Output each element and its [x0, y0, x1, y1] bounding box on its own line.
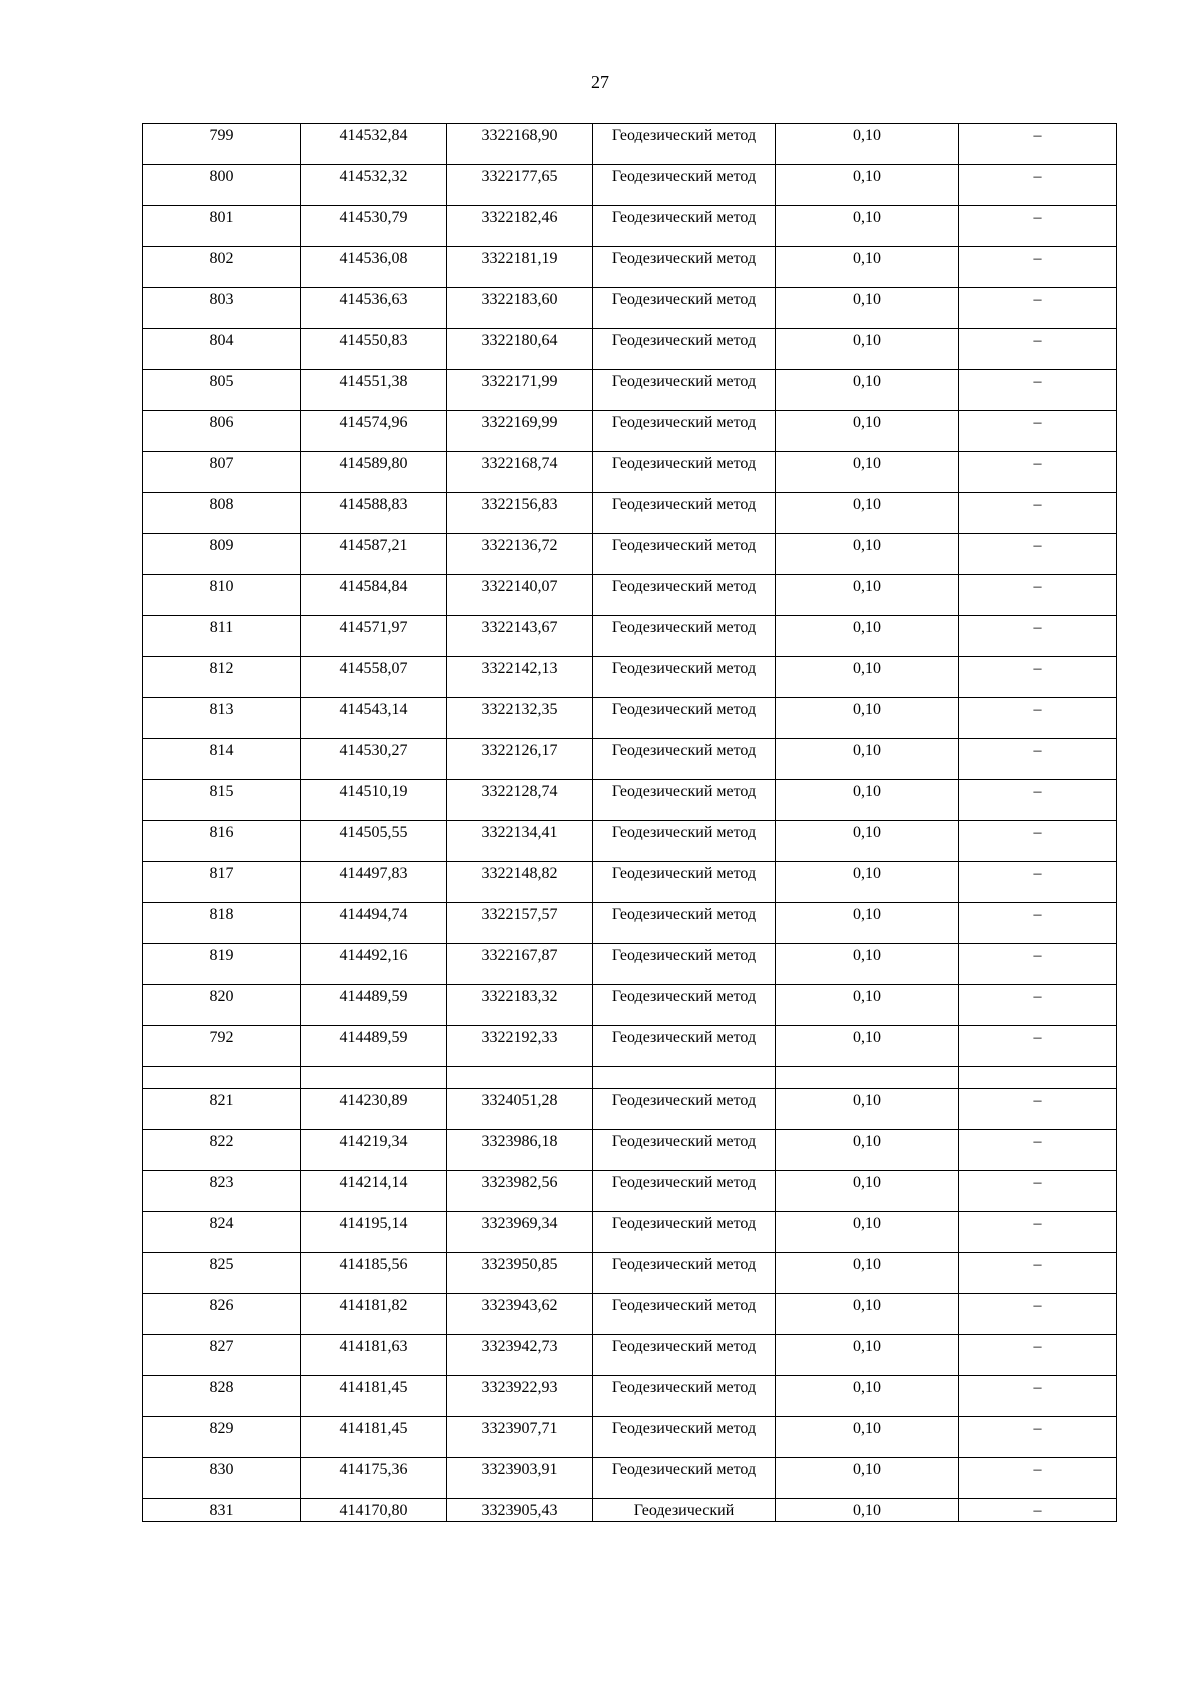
accuracy-cell: 0,10 — [776, 616, 959, 657]
y-coordinate-cell: 3323942,73 — [447, 1335, 593, 1376]
x-coordinate-cell: 414492,16 — [301, 944, 447, 985]
table-row — [143, 165, 1117, 206]
table-row — [143, 1171, 1117, 1212]
method-cell: Геодезический — [593, 1499, 776, 1522]
accuracy-cell: 0,10 — [776, 206, 959, 247]
method-cell: Геодезический метод — [593, 1417, 776, 1458]
table-row — [143, 370, 1117, 411]
table-row — [143, 1335, 1117, 1376]
method-cell: Геодезический метод — [593, 1458, 776, 1499]
accuracy-cell: 0,10 — [776, 985, 959, 1026]
point-number-cell — [143, 1067, 301, 1089]
description-cell: – — [959, 985, 1117, 1026]
accuracy-cell: 0,10 — [776, 329, 959, 370]
description-cell: – — [959, 698, 1117, 739]
x-coordinate-cell: 414543,14 — [301, 698, 447, 739]
point-number-cell: 824 — [143, 1212, 301, 1253]
y-coordinate-cell: 3324051,28 — [447, 1089, 593, 1130]
point-number-cell: 810 — [143, 575, 301, 616]
table-row — [143, 1294, 1117, 1335]
y-coordinate-cell: 3323986,18 — [447, 1130, 593, 1171]
description-cell: – — [959, 370, 1117, 411]
method-cell: Геодезический метод — [593, 534, 776, 575]
method-cell: Геодезический метод — [593, 124, 776, 165]
point-number-cell: 817 — [143, 862, 301, 903]
table-row — [143, 821, 1117, 862]
x-coordinate-cell: 414584,84 — [301, 575, 447, 616]
method-cell: Геодезический метод — [593, 821, 776, 862]
y-coordinate-cell: 3322167,87 — [447, 944, 593, 985]
point-number-cell: 808 — [143, 493, 301, 534]
accuracy-cell: 0,10 — [776, 493, 959, 534]
description-cell: – — [959, 862, 1117, 903]
x-coordinate-cell: 414497,83 — [301, 862, 447, 903]
x-coordinate-cell: 414181,45 — [301, 1376, 447, 1417]
x-coordinate-cell — [301, 1067, 447, 1089]
accuracy-cell: 0,10 — [776, 411, 959, 452]
description-cell: – — [959, 206, 1117, 247]
table-row — [143, 1130, 1117, 1171]
accuracy-cell: 0,10 — [776, 534, 959, 575]
point-number-cell: 815 — [143, 780, 301, 821]
description-cell: – — [959, 493, 1117, 534]
point-number-cell: 807 — [143, 452, 301, 493]
table-row — [143, 247, 1117, 288]
coordinates-table — [142, 123, 1117, 1522]
accuracy-cell: 0,10 — [776, 821, 959, 862]
accuracy-cell: 0,10 — [776, 739, 959, 780]
y-coordinate-cell: 3322136,72 — [447, 534, 593, 575]
point-number-cell: 828 — [143, 1376, 301, 1417]
y-coordinate-cell: 3322168,74 — [447, 452, 593, 493]
table-row — [143, 329, 1117, 370]
method-cell: Геодезический метод — [593, 1335, 776, 1376]
description-cell: – — [959, 1458, 1117, 1499]
accuracy-cell: 0,10 — [776, 1335, 959, 1376]
point-number-cell: 812 — [143, 657, 301, 698]
description-cell: – — [959, 329, 1117, 370]
accuracy-cell: 0,10 — [776, 1458, 959, 1499]
table-row — [143, 698, 1117, 739]
x-coordinate-cell: 414587,21 — [301, 534, 447, 575]
x-coordinate-cell: 414214,14 — [301, 1171, 447, 1212]
accuracy-cell: 0,10 — [776, 247, 959, 288]
point-number-cell: 820 — [143, 985, 301, 1026]
x-coordinate-cell: 414181,82 — [301, 1294, 447, 1335]
x-coordinate-cell: 414589,80 — [301, 452, 447, 493]
method-cell: Геодезический метод — [593, 1089, 776, 1130]
accuracy-cell — [776, 1067, 959, 1089]
description-cell: – — [959, 1294, 1117, 1335]
x-coordinate-cell: 414175,36 — [301, 1458, 447, 1499]
point-number-cell: 816 — [143, 821, 301, 862]
y-coordinate-cell: 3322171,99 — [447, 370, 593, 411]
description-cell: – — [959, 1253, 1117, 1294]
method-cell: Геодезический метод — [593, 780, 776, 821]
accuracy-cell: 0,10 — [776, 1130, 959, 1171]
description-cell: – — [959, 247, 1117, 288]
y-coordinate-cell: 3322177,65 — [447, 165, 593, 206]
point-number-cell: 822 — [143, 1130, 301, 1171]
point-number-cell: 792 — [143, 1026, 301, 1067]
point-number-cell: 809 — [143, 534, 301, 575]
description-cell: – — [959, 1026, 1117, 1067]
description-cell: – — [959, 1335, 1117, 1376]
accuracy-cell: 0,10 — [776, 657, 959, 698]
description-cell: – — [959, 411, 1117, 452]
description-cell: – — [959, 1417, 1117, 1458]
description-cell: – — [959, 1212, 1117, 1253]
x-coordinate-cell: 414219,34 — [301, 1130, 447, 1171]
method-cell: Геодезический метод — [593, 985, 776, 1026]
x-coordinate-cell: 414530,27 — [301, 739, 447, 780]
table-row — [143, 862, 1117, 903]
accuracy-cell: 0,10 — [776, 1089, 959, 1130]
description-cell: – — [959, 165, 1117, 206]
x-coordinate-cell: 414185,56 — [301, 1253, 447, 1294]
accuracy-cell: 0,10 — [776, 903, 959, 944]
point-number-cell: 819 — [143, 944, 301, 985]
x-coordinate-cell: 414489,59 — [301, 1026, 447, 1067]
method-cell: Геодезический метод — [593, 1130, 776, 1171]
x-coordinate-cell: 414181,63 — [301, 1335, 447, 1376]
method-cell — [593, 1067, 776, 1089]
y-coordinate-cell: 3322140,07 — [447, 575, 593, 616]
table-row — [143, 1067, 1117, 1089]
y-coordinate-cell: 3322183,32 — [447, 985, 593, 1026]
table-row — [143, 1458, 1117, 1499]
method-cell: Геодезический метод — [593, 288, 776, 329]
x-coordinate-cell: 414510,19 — [301, 780, 447, 821]
point-number-cell: 813 — [143, 698, 301, 739]
table-row — [143, 1417, 1117, 1458]
description-cell: – — [959, 780, 1117, 821]
description-cell: – — [959, 944, 1117, 985]
table-row — [143, 1253, 1117, 1294]
x-coordinate-cell: 414558,07 — [301, 657, 447, 698]
accuracy-cell: 0,10 — [776, 862, 959, 903]
method-cell: Геодезический метод — [593, 370, 776, 411]
y-coordinate-cell: 3322181,19 — [447, 247, 593, 288]
y-coordinate-cell: 3322148,82 — [447, 862, 593, 903]
description-cell: – — [959, 1376, 1117, 1417]
method-cell: Геодезический метод — [593, 698, 776, 739]
accuracy-cell: 0,10 — [776, 1376, 959, 1417]
description-cell: – — [959, 124, 1117, 165]
point-number-cell: 804 — [143, 329, 301, 370]
y-coordinate-cell: 3323922,93 — [447, 1376, 593, 1417]
table-row — [143, 1376, 1117, 1417]
point-number-cell: 827 — [143, 1335, 301, 1376]
table-row — [143, 1089, 1117, 1130]
method-cell: Геодезический метод — [593, 452, 776, 493]
y-coordinate-cell: 3322142,13 — [447, 657, 593, 698]
x-coordinate-cell: 414551,38 — [301, 370, 447, 411]
method-cell: Геодезический метод — [593, 1376, 776, 1417]
y-coordinate-cell: 3322157,57 — [447, 903, 593, 944]
point-number-cell: 829 — [143, 1417, 301, 1458]
y-coordinate-cell: 3322192,33 — [447, 1026, 593, 1067]
x-coordinate-cell: 414532,84 — [301, 124, 447, 165]
y-coordinate-cell: 3322169,99 — [447, 411, 593, 452]
table-row — [143, 124, 1117, 165]
y-coordinate-cell: 3322126,17 — [447, 739, 593, 780]
y-coordinate-cell: 3322132,35 — [447, 698, 593, 739]
accuracy-cell: 0,10 — [776, 1026, 959, 1067]
y-coordinate-cell: 3323903,91 — [447, 1458, 593, 1499]
accuracy-cell: 0,10 — [776, 452, 959, 493]
x-coordinate-cell: 414505,55 — [301, 821, 447, 862]
description-cell: – — [959, 534, 1117, 575]
accuracy-cell: 0,10 — [776, 698, 959, 739]
table-row — [143, 452, 1117, 493]
accuracy-cell: 0,10 — [776, 575, 959, 616]
point-number-cell: 818 — [143, 903, 301, 944]
method-cell: Геодезический метод — [593, 657, 776, 698]
point-number-cell: 826 — [143, 1294, 301, 1335]
page-number: 27 — [591, 72, 609, 92]
point-number-cell: 800 — [143, 165, 301, 206]
x-coordinate-cell: 414536,08 — [301, 247, 447, 288]
method-cell: Геодезический метод — [593, 493, 776, 534]
point-number-cell: 825 — [143, 1253, 301, 1294]
table-row — [143, 1026, 1117, 1067]
method-cell: Геодезический метод — [593, 1212, 776, 1253]
method-cell: Геодезический метод — [593, 1294, 776, 1335]
x-coordinate-cell: 414170,80 — [301, 1499, 447, 1522]
x-coordinate-cell: 414181,45 — [301, 1417, 447, 1458]
table-row — [143, 616, 1117, 657]
x-coordinate-cell: 414195,14 — [301, 1212, 447, 1253]
x-coordinate-cell: 414530,79 — [301, 206, 447, 247]
x-coordinate-cell: 414489,59 — [301, 985, 447, 1026]
method-cell: Геодезический метод — [593, 1026, 776, 1067]
table-row — [143, 944, 1117, 985]
point-number-cell: 823 — [143, 1171, 301, 1212]
x-coordinate-cell: 414571,97 — [301, 616, 447, 657]
x-coordinate-cell: 414536,63 — [301, 288, 447, 329]
y-coordinate-cell: 3323943,62 — [447, 1294, 593, 1335]
y-coordinate-cell: 3322168,90 — [447, 124, 593, 165]
description-cell: – — [959, 1171, 1117, 1212]
point-number-cell: 831 — [143, 1499, 301, 1522]
point-number-cell: 821 — [143, 1089, 301, 1130]
method-cell: Геодезический метод — [593, 206, 776, 247]
y-coordinate-cell: 3322156,83 — [447, 493, 593, 534]
y-coordinate-cell: 3323982,56 — [447, 1171, 593, 1212]
description-cell: – — [959, 452, 1117, 493]
y-coordinate-cell: 3323950,85 — [447, 1253, 593, 1294]
accuracy-cell: 0,10 — [776, 370, 959, 411]
description-cell: – — [959, 1499, 1117, 1522]
x-coordinate-cell: 414230,89 — [301, 1089, 447, 1130]
point-number-cell: 803 — [143, 288, 301, 329]
x-coordinate-cell: 414588,83 — [301, 493, 447, 534]
accuracy-cell: 0,10 — [776, 165, 959, 206]
description-cell: – — [959, 575, 1117, 616]
description-cell: – — [959, 903, 1117, 944]
method-cell: Геодезический метод — [593, 247, 776, 288]
table-row — [143, 206, 1117, 247]
table-row — [143, 411, 1117, 452]
point-number-cell: 830 — [143, 1458, 301, 1499]
y-coordinate-cell: 3322128,74 — [447, 780, 593, 821]
point-number-cell: 805 — [143, 370, 301, 411]
description-cell — [959, 1067, 1117, 1089]
accuracy-cell: 0,10 — [776, 944, 959, 985]
table-row — [143, 780, 1117, 821]
table-row — [143, 1212, 1117, 1253]
method-cell: Геодезический метод — [593, 1253, 776, 1294]
method-cell: Геодезический метод — [593, 1171, 776, 1212]
description-cell: – — [959, 739, 1117, 780]
point-number-cell: 811 — [143, 616, 301, 657]
method-cell: Геодезический метод — [593, 862, 776, 903]
y-coordinate-cell: 3323907,71 — [447, 1417, 593, 1458]
y-coordinate-cell: 3322183,60 — [447, 288, 593, 329]
table-row — [143, 575, 1117, 616]
point-number-cell: 799 — [143, 124, 301, 165]
table-row — [143, 493, 1117, 534]
description-cell: – — [959, 1089, 1117, 1130]
accuracy-cell: 0,10 — [776, 780, 959, 821]
x-coordinate-cell: 414494,74 — [301, 903, 447, 944]
x-coordinate-cell: 414574,96 — [301, 411, 447, 452]
point-number-cell: 802 — [143, 247, 301, 288]
table-row — [143, 657, 1117, 698]
accuracy-cell: 0,10 — [776, 1417, 959, 1458]
description-cell: – — [959, 1130, 1117, 1171]
accuracy-cell: 0,10 — [776, 124, 959, 165]
method-cell: Геодезический метод — [593, 944, 776, 985]
accuracy-cell: 0,10 — [776, 1171, 959, 1212]
description-cell: – — [959, 657, 1117, 698]
y-coordinate-cell: 3323905,43 — [447, 1499, 593, 1522]
accuracy-cell: 0,10 — [776, 1499, 959, 1522]
method-cell: Геодезический метод — [593, 739, 776, 780]
y-coordinate-cell: 3322182,46 — [447, 206, 593, 247]
coordinates-table-body — [143, 124, 1117, 1522]
accuracy-cell: 0,10 — [776, 1294, 959, 1335]
accuracy-cell: 0,10 — [776, 1253, 959, 1294]
table-row — [143, 288, 1117, 329]
description-cell: – — [959, 616, 1117, 657]
method-cell: Геодезический метод — [593, 165, 776, 206]
accuracy-cell: 0,10 — [776, 288, 959, 329]
y-coordinate-cell: 3322143,67 — [447, 616, 593, 657]
y-coordinate-cell — [447, 1067, 593, 1089]
method-cell: Геодезический метод — [593, 903, 776, 944]
table-row — [143, 985, 1117, 1026]
y-coordinate-cell: 3322180,64 — [447, 329, 593, 370]
point-number-cell: 806 — [143, 411, 301, 452]
y-coordinate-cell: 3322134,41 — [447, 821, 593, 862]
accuracy-cell: 0,10 — [776, 1212, 959, 1253]
x-coordinate-cell: 414532,32 — [301, 165, 447, 206]
point-number-cell: 801 — [143, 206, 301, 247]
table-row — [143, 739, 1117, 780]
description-cell: – — [959, 288, 1117, 329]
description-cell: – — [959, 821, 1117, 862]
table-row — [143, 903, 1117, 944]
point-number-cell: 814 — [143, 739, 301, 780]
method-cell: Геодезический метод — [593, 575, 776, 616]
x-coordinate-cell: 414550,83 — [301, 329, 447, 370]
table-row — [143, 1499, 1117, 1522]
method-cell: Геодезический метод — [593, 411, 776, 452]
method-cell: Геодезический метод — [593, 329, 776, 370]
method-cell: Геодезический метод — [593, 616, 776, 657]
y-coordinate-cell: 3323969,34 — [447, 1212, 593, 1253]
table-row — [143, 534, 1117, 575]
